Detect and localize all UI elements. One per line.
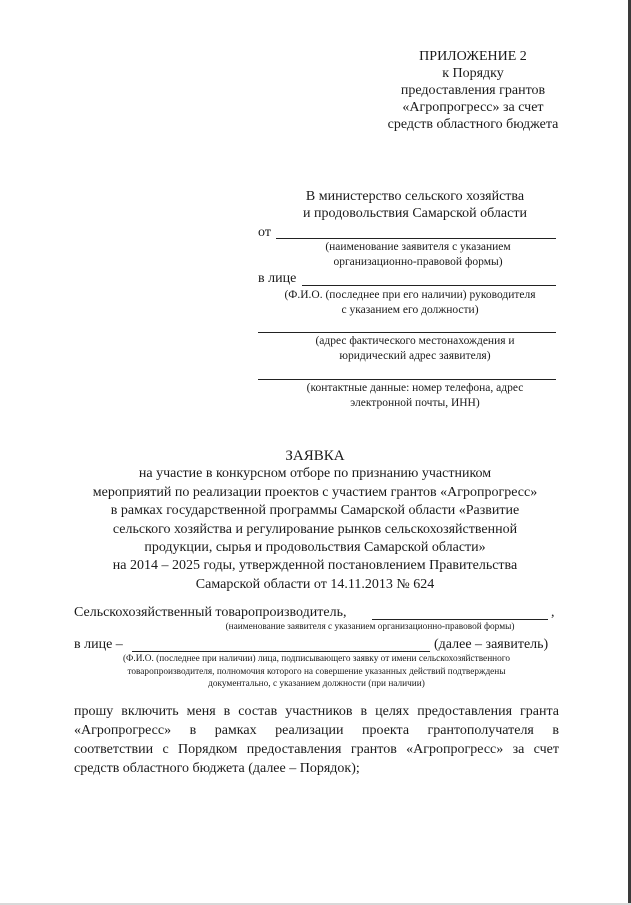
producer-comma: , [551, 605, 555, 620]
paragraph-line: «Агропрогресс» в рамках реализации проекта грантополучателя в [74, 723, 559, 738]
title-line: на участие в конкурсном отборе по признанию участником [138, 466, 492, 482]
paragraph-line: прошу включить меня в состав участников в целях предоставления гранта [74, 704, 559, 719]
producer-person-hint-line: (Ф.И.О. (последнее при наличии) лица, подписывающего заявку от имени сельскохозяйственного [122, 654, 511, 664]
producer-hint-line: (наименование заявителя с указанием организационно-правовой формы) [225, 622, 515, 632]
appendix-line: предоставления грантов [400, 83, 546, 98]
producer-fill-line[interactable] [372, 619, 548, 620]
from-hint-line: организационно-правовой формы) [333, 256, 503, 268]
person-hint [258, 288, 562, 318]
producer-hint [170, 621, 570, 634]
appendix-title: ПРИЛОЖЕНИЕ 2 [419, 49, 527, 64]
appendix-line: «Агропрогресс» за счет [402, 100, 544, 115]
contacts-hint-line: (контактные данные: номер телефона, адрес [306, 382, 524, 394]
addressee-line: В министерство сельского хозяйства [305, 189, 525, 204]
person-fill-line[interactable] [302, 285, 556, 286]
producer-label: Сельскохозяйственный товаропроизводитель, [74, 605, 347, 620]
appendix-line: к Порядку [442, 66, 504, 81]
addressee-line: и продовольствия Самарской области [303, 206, 527, 221]
title-line: Самарской области от 14.11.2013 № 624 [195, 576, 435, 592]
producer-person-hint [74, 653, 559, 691]
appendix-line: средств областного бюджета [387, 117, 559, 132]
contacts-hint-line: электронной почты, ИНН) [350, 397, 480, 409]
person-label: в лице [258, 271, 297, 286]
producer-person-label: в лице – [74, 637, 123, 652]
address-hint-line: (адрес фактического местонахождения и [315, 335, 515, 347]
document-heading: ЗАЯВКА [285, 448, 345, 464]
appendix-block [368, 48, 578, 133]
from-fill-line[interactable] [276, 238, 556, 239]
person-hint-line: с указанием его должности) [341, 304, 479, 316]
producer-person-hint-line: документально, с указанием должности (при наличии) [208, 679, 425, 689]
address-hint-line: юридический адрес заявителя) [339, 350, 491, 362]
address-fill-line[interactable] [258, 332, 556, 333]
from-hint [275, 240, 561, 270]
paragraph-line: средств областного бюджета (далее – Порядок); [74, 761, 360, 776]
contacts-fill-line[interactable] [258, 379, 556, 380]
title-line: продукции, сырья и продовольствия Самарской области» [144, 540, 486, 556]
producer-person-fill-line[interactable] [132, 651, 430, 652]
from-label: от [258, 225, 271, 240]
title-line: в рамках государственной программы Самарской области «Развитие [110, 503, 520, 519]
from-hint-line: (наименование заявителя с указанием [325, 241, 511, 253]
request-paragraph [74, 702, 559, 778]
title-block [50, 447, 580, 594]
title-line: сельского хозяйства и регулирование рынков сельскохозяйственной [112, 521, 518, 537]
title-line: мероприятий по реализации проектов с участием грантов «Агропрогресс» [92, 484, 538, 500]
title-line: на 2014 – 2025 годы, утвержденной постановлением Правительства [112, 558, 518, 574]
address-hint [270, 334, 560, 364]
applicant-suffix: (далее – заявитель) [434, 637, 549, 652]
producer-person-hint-line: товаропроизводителя, полномочия которого на совершение указанных действий подтверждены [127, 666, 506, 677]
contacts-hint [270, 381, 560, 411]
addressee-block [270, 188, 560, 222]
person-hint-line: (Ф.И.О. (последнее при его наличии) руководителя [284, 289, 536, 301]
paragraph-line: соответствии с Порядком предоставления грантов «Агропрогресс» за счет [74, 742, 559, 757]
